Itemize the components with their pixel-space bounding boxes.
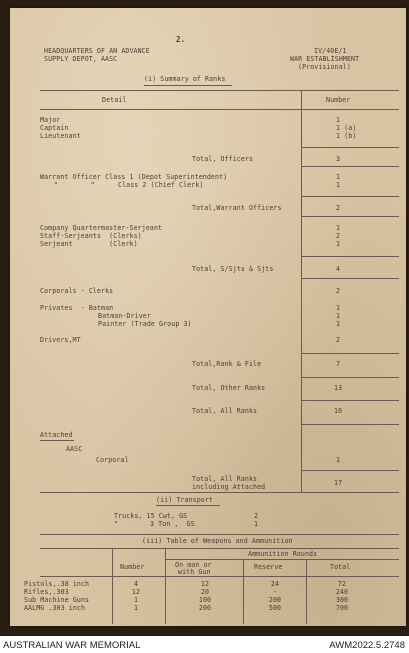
count-corporals: 2 xyxy=(336,287,341,295)
total-incl-attached-value: 17 xyxy=(334,479,343,487)
ditto-mark: " xyxy=(114,520,119,528)
unit-title-line1: HEADQUARTERS OF AN ADVANCE xyxy=(44,47,150,55)
transport-trucks-3ton-count: 1 xyxy=(254,520,259,528)
count-wo-class1: 1 xyxy=(336,173,341,181)
weapon-total: 300 xyxy=(335,596,349,604)
subtotal-rule xyxy=(301,400,399,401)
weapon-number: 12 xyxy=(131,588,141,596)
weapons-col-on-man-1: On man or xyxy=(175,561,212,569)
count-cqms: 1 xyxy=(336,224,341,232)
establishment-number: IV/40E/1 xyxy=(314,47,347,55)
weapons-col-divider xyxy=(243,559,244,624)
count-batman: 1 xyxy=(336,304,341,312)
subtotal-rule xyxy=(301,278,399,279)
number-column-divider xyxy=(301,90,302,492)
count-lieutenant: 1 (b) xyxy=(336,132,357,140)
document-page xyxy=(10,8,406,626)
total-warrant-label: Total,Warrant Officers xyxy=(192,204,282,212)
weapons-col-on-man-2: with Gun xyxy=(178,568,211,576)
count-serjeant: 1 xyxy=(336,240,341,248)
weapons-rule-top xyxy=(40,534,399,535)
weapon-name: Sub Machine Guns xyxy=(24,596,90,604)
weapon-number: 1 xyxy=(133,604,139,612)
weapons-col-reserve: Reserve xyxy=(254,563,283,571)
transport-trucks-3ton: 3 Ton , GS xyxy=(150,520,195,528)
total-officers-label: Total, Officers xyxy=(192,155,254,163)
count-major: 1 xyxy=(336,116,341,124)
weapon-on-man: 100 xyxy=(198,596,212,604)
table-rule-bottom xyxy=(40,492,399,493)
total-rank-file-label: Total,Rank & File xyxy=(192,360,262,368)
attached-unit: AASC xyxy=(66,445,83,453)
rank-warrant-officer-class1: Warrant Officer Class 1 (Depot Superintendent) xyxy=(40,173,228,181)
rank-painter: Painter (Trade Group 3) xyxy=(98,320,192,328)
rank-lieutenant: Lieutenant xyxy=(40,132,81,140)
subtotal-rule xyxy=(301,216,399,217)
subtotal-rule xyxy=(301,353,399,354)
weapon-reserve: 24 xyxy=(270,580,280,588)
transport-trucks-15cwt-count: 2 xyxy=(254,512,259,520)
attached-corporal: Corporal xyxy=(96,456,129,464)
count-painter: 1 xyxy=(336,320,341,328)
weapon-reserve: - xyxy=(272,588,278,596)
weapons-col-number: Number xyxy=(120,563,145,571)
table-rule-top xyxy=(40,90,399,91)
rank-serjeant: Serjeant (Clerk) xyxy=(40,240,138,248)
rank-warrant-officer-class2: Class 2 (Chief Clerk) xyxy=(118,181,204,189)
subtotal-rule xyxy=(301,377,399,378)
weapon-number: 4 xyxy=(133,580,139,588)
total-warrant-value: 2 xyxy=(336,204,341,212)
total-incl-attached-label1: Total, All Ranks xyxy=(192,475,258,483)
rank-staff-serjeants: Staff-Serjeants (Clerks) xyxy=(40,232,142,240)
weapon-on-man: 12 xyxy=(200,580,210,588)
ammo-subheader-rule xyxy=(165,559,399,560)
page-number: 2. xyxy=(176,35,186,44)
establishment-status: (Provisional) xyxy=(298,63,351,71)
weapon-reserve: 200 xyxy=(268,596,282,604)
count-staff-serjeants: 2 xyxy=(336,232,341,240)
archive-caption-bar xyxy=(0,636,409,653)
total-incl-attached-label2: including Attached xyxy=(192,483,266,491)
count-captain: 1 (a) xyxy=(336,124,357,132)
ditto-mark: " " xyxy=(54,181,95,189)
subtotal-rule xyxy=(301,470,399,471)
attached-count: 1 xyxy=(336,456,341,464)
weapon-total: 240 xyxy=(335,588,349,596)
weapon-number: 1 xyxy=(133,596,139,604)
rank-captain: Captain xyxy=(40,124,69,132)
attached-underline xyxy=(40,440,74,441)
total-all-ranks-label: Total, All Ranks xyxy=(192,407,258,415)
attached-heading: Attached xyxy=(40,431,73,439)
subtotal-rule xyxy=(301,424,399,425)
rank-privates-batman: Privates - Batman xyxy=(40,304,114,312)
weapons-col-ammunition: Ammunition Rounds xyxy=(248,550,318,558)
weapons-rule-title xyxy=(40,548,399,549)
column-header-detail: Detail xyxy=(102,96,127,104)
rank-corporals-clerks: Corporals - Clerks xyxy=(40,287,114,295)
archive-name: AUSTRALIAN WAR MEMORIAL xyxy=(3,640,141,651)
transport-title: (ii) Transport xyxy=(156,496,213,504)
archive-reference: AWM2022.5.2748 xyxy=(329,640,405,651)
count-drivers: 2 xyxy=(336,336,341,344)
transport-trucks-15cwt: Trucks, 15 Cwt, GS xyxy=(114,512,188,520)
total-rank-file-value: 7 xyxy=(336,360,341,368)
weapon-reserve: 500 xyxy=(268,604,282,612)
total-all-ranks-value: 16 xyxy=(334,407,343,415)
count-wo-class2: 1 xyxy=(336,181,341,189)
table-rule-header xyxy=(40,109,399,110)
weapons-rule-header xyxy=(40,576,399,577)
rank-batman-driver: Batman-Driver xyxy=(98,312,151,320)
total-other-ranks-label: Total, Other Ranks xyxy=(192,384,266,392)
title-underline xyxy=(144,85,232,86)
weapon-name: AALMG .303 inch xyxy=(24,604,86,612)
total-sjts-value: 4 xyxy=(336,265,341,273)
weapons-col-divider xyxy=(112,548,113,624)
weapon-name: Rifles,.303 xyxy=(24,588,69,596)
subtotal-rule xyxy=(301,196,399,197)
rank-drivers-mt: Drivers,MT xyxy=(40,336,81,344)
summary-of-ranks-title: (i) Summary of Ranks xyxy=(144,75,226,83)
weapons-col-divider xyxy=(306,559,307,624)
weapon-total: 72 xyxy=(337,580,347,588)
total-sjts-label: Total, S/Sjts & Sjts xyxy=(192,265,274,273)
total-other-ranks-value: 13 xyxy=(334,384,343,392)
transport-title-underline xyxy=(156,505,220,506)
weapon-on-man: 200 xyxy=(198,604,212,612)
rank-cqms: Company Quartermaster-Serjeant xyxy=(40,224,163,232)
total-officers-value: 3 xyxy=(336,155,341,163)
weapon-name: Pistols,.38 inch xyxy=(24,580,90,588)
weapon-on-man: 20 xyxy=(200,588,210,596)
unit-title-line2: SUPPLY DEPOT, AASC xyxy=(44,55,118,63)
weapons-title: (iii) Table of Weapons and Ammunition xyxy=(142,537,293,545)
subtotal-rule xyxy=(301,256,399,257)
weapon-total: 700 xyxy=(335,604,349,612)
establishment-title: WAR ESTABLISHMENT xyxy=(290,55,360,63)
rank-major: Major xyxy=(40,116,61,124)
subtotal-rule xyxy=(301,166,399,167)
count-batman-driver: 1 xyxy=(336,312,341,320)
weapons-col-total: Total xyxy=(330,563,351,571)
subtotal-rule xyxy=(301,147,399,148)
column-header-number: Number xyxy=(326,96,351,104)
